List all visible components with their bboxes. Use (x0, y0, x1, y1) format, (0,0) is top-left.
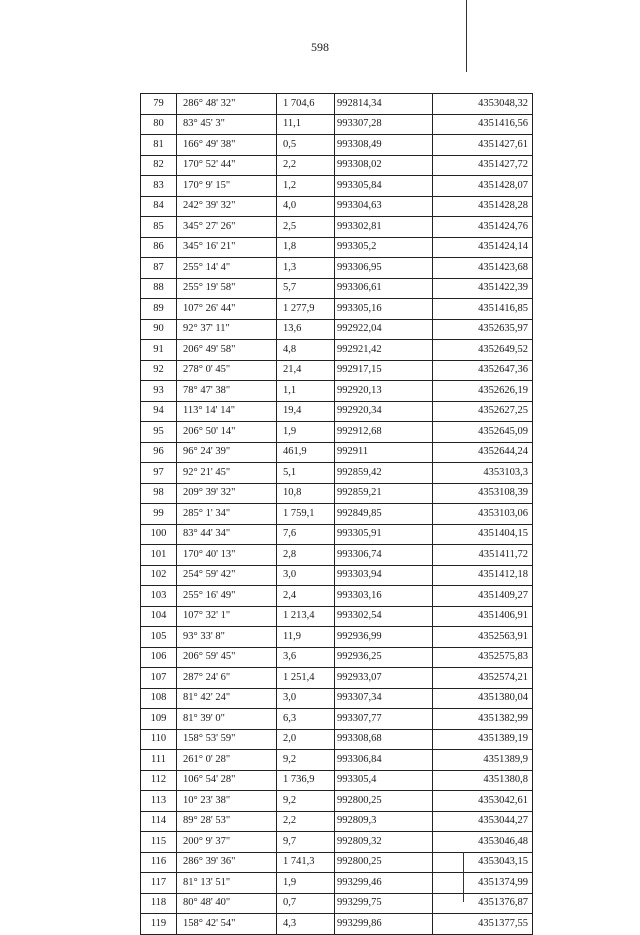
cell-point-number: 98 (141, 483, 177, 504)
cell-coordinate-y: 4351411,72 (433, 545, 533, 566)
cell-direction-angle: 286° 39' 36" (177, 852, 277, 873)
cell-distance: 6,3 (277, 709, 335, 730)
table-row (141, 586, 533, 607)
cell-coordinate-x: 993305,2 (335, 237, 433, 258)
cell-point-number: 110 (141, 729, 177, 750)
cell-coordinate-x: 993305,16 (335, 299, 433, 320)
cell-distance: 1 251,4 (277, 668, 335, 689)
cell-coordinate-y: 4351382,99 (433, 709, 533, 730)
cell-direction-angle: 209° 39' 32" (177, 483, 277, 504)
cell-distance: 1 213,4 (277, 606, 335, 627)
cell-point-number: 86 (141, 237, 177, 258)
cell-point-number: 82 (141, 155, 177, 176)
table-row (141, 176, 533, 197)
cell-direction-angle: 83° 44' 34" (177, 524, 277, 545)
cell-coordinate-x: 992814,34 (335, 94, 433, 115)
cell-point-number: 97 (141, 463, 177, 484)
cell-coordinate-y: 4351423,68 (433, 258, 533, 279)
cell-direction-angle: 78° 47' 38" (177, 381, 277, 402)
cell-coordinate-x: 992933,07 (335, 668, 433, 689)
cell-direction-angle: 92° 37' 11" (177, 319, 277, 340)
cell-coordinate-y: 4352575,83 (433, 647, 533, 668)
cell-coordinate-y: 4351424,76 (433, 217, 533, 238)
cell-distance: 1,9 (277, 873, 335, 894)
cell-point-number: 92 (141, 360, 177, 381)
cell-coordinate-y: 4351406,91 (433, 606, 533, 627)
cell-distance: 13,6 (277, 319, 335, 340)
cell-point-number: 100 (141, 524, 177, 545)
cell-coordinate-y: 4351428,07 (433, 176, 533, 197)
cell-coordinate-y: 4353043,15 (433, 852, 533, 873)
cell-distance: 4,3 (277, 914, 335, 935)
cell-direction-angle: 206° 59' 45" (177, 647, 277, 668)
cell-direction-angle: 242° 39' 32" (177, 196, 277, 217)
cell-point-number: 89 (141, 299, 177, 320)
cell-coordinate-x: 993307,77 (335, 709, 433, 730)
cell-point-number: 114 (141, 811, 177, 832)
cell-direction-angle: 106° 54' 28" (177, 770, 277, 791)
cell-distance: 0,5 (277, 135, 335, 156)
cell-direction-angle: 81° 42' 24" (177, 688, 277, 709)
cell-distance: 1 741,3 (277, 852, 335, 873)
cell-direction-angle: 255° 14' 4" (177, 258, 277, 279)
cell-coordinate-y: 4351377,55 (433, 914, 533, 935)
cell-point-number: 111 (141, 750, 177, 771)
table-row (141, 791, 533, 812)
cell-coordinate-y: 4353046,48 (433, 832, 533, 853)
cell-distance: 2,4 (277, 586, 335, 607)
table-row (141, 319, 533, 340)
cell-distance: 2,0 (277, 729, 335, 750)
cell-coordinate-x: 993308,02 (335, 155, 433, 176)
cell-direction-angle: 10° 23' 38" (177, 791, 277, 812)
cell-coordinate-x: 993306,74 (335, 545, 433, 566)
table-row (141, 340, 533, 361)
table-row (141, 360, 533, 381)
cell-coordinate-x: 992800,25 (335, 852, 433, 873)
table-row (141, 442, 533, 463)
cell-direction-angle: 170° 52' 44" (177, 155, 277, 176)
cell-coordinate-y: 4351427,72 (433, 155, 533, 176)
cell-point-number: 94 (141, 401, 177, 422)
cell-coordinate-y: 4353103,06 (433, 504, 533, 525)
cell-coordinate-x: 992922,04 (335, 319, 433, 340)
cell-coordinate-y: 4353048,32 (433, 94, 533, 115)
cell-point-number: 91 (141, 340, 177, 361)
table-row (141, 422, 533, 443)
cell-point-number: 107 (141, 668, 177, 689)
cell-direction-angle: 81° 39' 0" (177, 709, 277, 730)
cell-coordinate-x: 993305,4 (335, 770, 433, 791)
cell-distance: 19,4 (277, 401, 335, 422)
table-row (141, 278, 533, 299)
cell-coordinate-x: 993303,94 (335, 565, 433, 586)
cell-direction-angle: 80° 48' 40" (177, 893, 277, 914)
cell-coordinate-y: 4351409,27 (433, 586, 533, 607)
cell-distance: 4,0 (277, 196, 335, 217)
table-row (141, 811, 533, 832)
table-row (141, 155, 533, 176)
cell-distance: 5,1 (277, 463, 335, 484)
cell-direction-angle: 206° 50' 14" (177, 422, 277, 443)
cell-coordinate-y: 4351374,99 (433, 873, 533, 894)
cell-distance: 1 759,1 (277, 504, 335, 525)
cell-coordinate-x: 992809,3 (335, 811, 433, 832)
cell-direction-angle: 96° 24' 39" (177, 442, 277, 463)
cell-direction-angle: 285° 1' 34" (177, 504, 277, 525)
table-row (141, 709, 533, 730)
table-row (141, 873, 533, 894)
cell-direction-angle: 158° 53' 59" (177, 729, 277, 750)
cell-point-number: 88 (141, 278, 177, 299)
cell-point-number: 118 (141, 893, 177, 914)
cell-direction-angle: 255° 19' 58" (177, 278, 277, 299)
cell-coordinate-x: 992936,99 (335, 627, 433, 648)
cell-distance: 7,6 (277, 524, 335, 545)
cell-coordinate-y: 4352644,24 (433, 442, 533, 463)
cell-coordinate-x: 993307,28 (335, 114, 433, 135)
cell-coordinate-y: 4351404,15 (433, 524, 533, 545)
cell-direction-angle: 206° 49' 58" (177, 340, 277, 361)
cell-distance: 2,2 (277, 155, 335, 176)
cell-point-number: 83 (141, 176, 177, 197)
cell-coordinate-y: 4351376,87 (433, 893, 533, 914)
cell-point-number: 80 (141, 114, 177, 135)
cell-direction-angle: 254° 59' 42" (177, 565, 277, 586)
cell-point-number: 93 (141, 381, 177, 402)
cell-distance: 3,6 (277, 647, 335, 668)
table-row (141, 114, 533, 135)
cell-coordinate-x: 993299,75 (335, 893, 433, 914)
cell-direction-angle: 287° 24' 6" (177, 668, 277, 689)
cell-coordinate-x: 992936,25 (335, 647, 433, 668)
cell-distance: 1 704,6 (277, 94, 335, 115)
cell-distance: 1,3 (277, 258, 335, 279)
cell-distance: 3,0 (277, 565, 335, 586)
cell-direction-angle: 261° 0' 28" (177, 750, 277, 771)
cell-distance: 11,1 (277, 114, 335, 135)
cell-coordinate-y: 4353108,39 (433, 483, 533, 504)
cell-direction-angle: 166° 49' 38" (177, 135, 277, 156)
cell-distance: 2,5 (277, 217, 335, 238)
table-row (141, 237, 533, 258)
cell-direction-angle: 113° 14' 14" (177, 401, 277, 422)
cell-distance: 1,8 (277, 237, 335, 258)
cell-coordinate-y: 4352649,52 (433, 340, 533, 361)
cell-distance: 1 277,9 (277, 299, 335, 320)
table-row (141, 729, 533, 750)
cell-point-number: 84 (141, 196, 177, 217)
cell-point-number: 99 (141, 504, 177, 525)
cell-direction-angle: 158° 42' 54" (177, 914, 277, 935)
cell-point-number: 106 (141, 647, 177, 668)
cell-point-number: 101 (141, 545, 177, 566)
cell-direction-angle: 200° 9' 37" (177, 832, 277, 853)
cell-coordinate-x: 993308,49 (335, 135, 433, 156)
cell-direction-angle: 107° 32' 1" (177, 606, 277, 627)
table-row (141, 483, 533, 504)
cell-coordinate-y: 4351422,39 (433, 278, 533, 299)
cell-coordinate-y: 4351380,04 (433, 688, 533, 709)
cell-coordinate-x: 992920,13 (335, 381, 433, 402)
cell-coordinate-y: 4351427,61 (433, 135, 533, 156)
cell-point-number: 96 (141, 442, 177, 463)
cell-point-number: 81 (141, 135, 177, 156)
cell-point-number: 119 (141, 914, 177, 935)
cell-point-number: 79 (141, 94, 177, 115)
cell-coordinate-x: 992800,25 (335, 791, 433, 812)
cell-coordinate-y: 4352563,91 (433, 627, 533, 648)
cell-point-number: 115 (141, 832, 177, 853)
cell-coordinate-x: 993306,61 (335, 278, 433, 299)
cell-coordinate-x: 993305,91 (335, 524, 433, 545)
cell-coordinate-x: 993302,81 (335, 217, 433, 238)
cell-coordinate-x: 993299,46 (335, 873, 433, 894)
cell-coordinate-x: 993308,68 (335, 729, 433, 750)
cell-distance: 2,8 (277, 545, 335, 566)
cell-coordinate-x: 992921,42 (335, 340, 433, 361)
cell-distance: 9,7 (277, 832, 335, 853)
cell-coordinate-y: 4351389,19 (433, 729, 533, 750)
cell-direction-angle: 89° 28' 53" (177, 811, 277, 832)
table-row (141, 770, 533, 791)
cell-coordinate-x: 992859,42 (335, 463, 433, 484)
cell-point-number: 104 (141, 606, 177, 627)
cell-coordinate-y: 4351424,14 (433, 237, 533, 258)
cell-coordinate-x: 992917,15 (335, 360, 433, 381)
cell-point-number: 112 (141, 770, 177, 791)
scan-edge-line-top (466, 0, 467, 72)
cell-coordinate-x: 993302,54 (335, 606, 433, 627)
cell-coordinate-x: 992911 (335, 442, 433, 463)
cell-coordinate-x: 993307,34 (335, 688, 433, 709)
cell-point-number: 87 (141, 258, 177, 279)
table-row (141, 524, 533, 545)
table-row (141, 135, 533, 156)
cell-direction-angle: 92° 21' 45" (177, 463, 277, 484)
cell-coordinate-y: 4352645,09 (433, 422, 533, 443)
cell-direction-angle: 170° 9' 15" (177, 176, 277, 197)
cell-distance: 461,9 (277, 442, 335, 463)
table-row (141, 832, 533, 853)
cell-distance: 2,2 (277, 811, 335, 832)
table-row (141, 565, 533, 586)
cell-point-number: 105 (141, 627, 177, 648)
cell-direction-angle: 81° 13' 51" (177, 873, 277, 894)
cell-coordinate-x: 993305,84 (335, 176, 433, 197)
cell-distance: 1,9 (277, 422, 335, 443)
cell-distance: 5,7 (277, 278, 335, 299)
table-row (141, 647, 533, 668)
cell-coordinate-x: 993306,95 (335, 258, 433, 279)
cell-coordinate-x: 993306,84 (335, 750, 433, 771)
table-row (141, 401, 533, 422)
cell-coordinate-y: 4352626,19 (433, 381, 533, 402)
table-row (141, 893, 533, 914)
cell-coordinate-y: 4353044,27 (433, 811, 533, 832)
table-row (141, 463, 533, 484)
cell-point-number: 116 (141, 852, 177, 873)
cell-coordinate-y: 4351389,9 (433, 750, 533, 771)
table-row (141, 258, 533, 279)
cell-coordinate-y: 4351416,56 (433, 114, 533, 135)
table-row (141, 606, 533, 627)
table-row (141, 688, 533, 709)
cell-distance: 4,8 (277, 340, 335, 361)
cell-coordinate-y: 4351412,18 (433, 565, 533, 586)
cell-distance: 0,7 (277, 893, 335, 914)
cell-point-number: 95 (141, 422, 177, 443)
cell-distance: 1,1 (277, 381, 335, 402)
cell-coordinate-y: 4352574,21 (433, 668, 533, 689)
cell-coordinate-x: 993303,16 (335, 586, 433, 607)
cell-coordinate-y: 4352647,36 (433, 360, 533, 381)
cell-point-number: 102 (141, 565, 177, 586)
cell-direction-angle: 107° 26' 44" (177, 299, 277, 320)
cell-coordinate-y: 4352627,25 (433, 401, 533, 422)
cell-coordinate-y: 4351428,28 (433, 196, 533, 217)
cell-point-number: 109 (141, 709, 177, 730)
table-row (141, 217, 533, 238)
cell-direction-angle: 345° 16' 21" (177, 237, 277, 258)
cell-coordinate-x: 992849,85 (335, 504, 433, 525)
cell-direction-angle: 286° 48' 32" (177, 94, 277, 115)
cell-point-number: 85 (141, 217, 177, 238)
cell-coordinate-x: 992912,68 (335, 422, 433, 443)
cell-distance: 1 736,9 (277, 770, 335, 791)
table-row (141, 381, 533, 402)
cell-point-number: 117 (141, 873, 177, 894)
cell-coordinate-y: 4353103,3 (433, 463, 533, 484)
cell-coordinate-x: 992920,34 (335, 401, 433, 422)
cell-point-number: 108 (141, 688, 177, 709)
cell-coordinate-x: 992859,21 (335, 483, 433, 504)
table-row (141, 196, 533, 217)
table-row (141, 668, 533, 689)
scan-edge-line-bottom (463, 852, 464, 902)
cell-coordinate-x: 993304,63 (335, 196, 433, 217)
cell-point-number: 103 (141, 586, 177, 607)
table-row (141, 94, 533, 115)
table-row (141, 914, 533, 935)
cell-coordinate-y: 4352635,97 (433, 319, 533, 340)
cell-coordinate-y: 4351380,8 (433, 770, 533, 791)
cell-direction-angle: 255° 16' 49" (177, 586, 277, 607)
cell-direction-angle: 170° 40' 13" (177, 545, 277, 566)
cell-coordinate-y: 4351416,85 (433, 299, 533, 320)
cell-distance: 1,2 (277, 176, 335, 197)
table-row (141, 852, 533, 873)
cell-distance: 21,4 (277, 360, 335, 381)
cell-direction-angle: 93° 33' 8" (177, 627, 277, 648)
table-row (141, 627, 533, 648)
cell-coordinate-x: 993299,86 (335, 914, 433, 935)
coordinates-table-body (141, 94, 533, 935)
coordinates-table (140, 93, 533, 935)
cell-point-number: 90 (141, 319, 177, 340)
cell-coordinate-y: 4353042,61 (433, 791, 533, 812)
page-number: 598 (311, 40, 329, 54)
table-row (141, 750, 533, 771)
cell-direction-angle: 278° 0' 45" (177, 360, 277, 381)
table-row (141, 299, 533, 320)
cell-distance: 11,9 (277, 627, 335, 648)
cell-direction-angle: 345° 27' 26" (177, 217, 277, 238)
cell-distance: 10,8 (277, 483, 335, 504)
cell-direction-angle: 83° 45' 3" (177, 114, 277, 135)
cell-coordinate-x: 992809,32 (335, 832, 433, 853)
cell-distance: 9,2 (277, 750, 335, 771)
table-row (141, 545, 533, 566)
cell-point-number: 113 (141, 791, 177, 812)
table-row (141, 504, 533, 525)
cell-distance: 9,2 (277, 791, 335, 812)
cell-distance: 3,0 (277, 688, 335, 709)
